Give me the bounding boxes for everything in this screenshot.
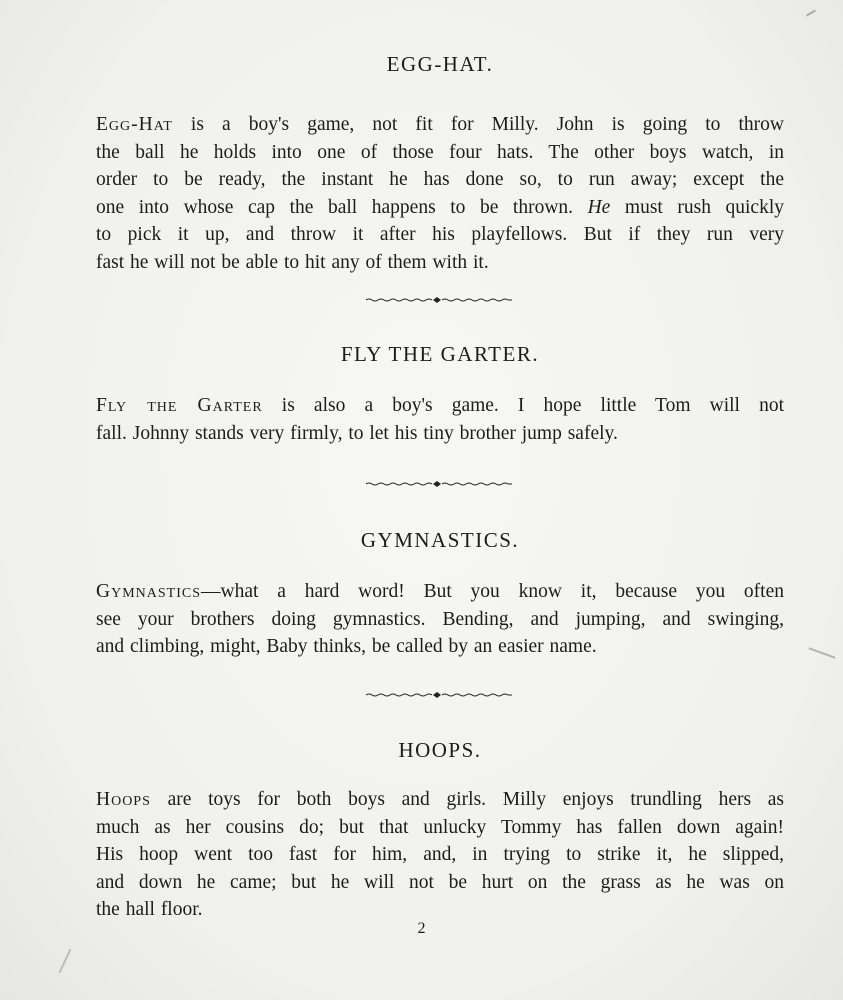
scan-mark xyxy=(806,10,816,17)
section-fly-the-garter xyxy=(96,340,784,447)
scan-mark xyxy=(59,949,72,973)
lead-words: Hoops xyxy=(96,789,151,810)
paragraph-line: and climbing, might, Baby thinks, be called by an easier name. xyxy=(96,636,597,657)
section-paragraph xyxy=(96,786,784,924)
paragraph-line: Hoops are toys for both boys and girls. Milly enjoys trundling hers as xyxy=(96,789,784,810)
paragraph-line: the hall floor. xyxy=(96,899,203,920)
divider-ornament xyxy=(364,294,514,306)
section-hoops xyxy=(96,736,784,924)
paragraph-line: to pick it up, and throw it after his playfellows. But if they run very xyxy=(96,224,784,245)
paragraph-line: much as her cousins do; but that unlucky Tommy has fallen down again! xyxy=(96,816,784,838)
paragraph-line: fall. Johnny stands very firmly, to let his tiny brother jump safely. xyxy=(96,422,618,444)
page-number: 2 xyxy=(417,920,426,937)
paragraph-line: Fly the Garter is also a boy's game. I hope little Tom will not xyxy=(96,395,784,416)
divider-ornament xyxy=(364,689,514,701)
section-gymnastics xyxy=(96,526,784,661)
lead-words: Gymnastics xyxy=(96,581,201,602)
scan-mark xyxy=(809,647,836,658)
paragraph-line: one into whose cap the ball happens to be thrown. He must rush quickly xyxy=(96,196,785,218)
paragraph-line: fast he will not be able to hit any of them with it. xyxy=(96,251,489,273)
paragraph-line: Egg-Hat is a boy's game, not fit for Milly. John is going to throw xyxy=(96,114,784,135)
paragraph-line: see your brothers doing gymnastics. Bending, and jumping, and swinging, xyxy=(96,608,784,630)
section-paragraph xyxy=(96,578,784,661)
section-paragraph xyxy=(96,392,784,447)
lead-words: Egg-Hat xyxy=(96,114,173,135)
section-paragraph xyxy=(96,111,784,276)
paragraph-line: order to be ready, the instant he has done so, to run away; except the xyxy=(96,169,784,190)
section-heading: FLY THE GARTER. xyxy=(340,342,540,366)
section-heading: EGG-HAT. xyxy=(386,52,494,76)
divider-ornament xyxy=(364,478,514,490)
paragraph-line: the ball he holds into one of those four hats. The other boys watch, in xyxy=(96,141,784,163)
section-heading: GYMNASTICS. xyxy=(360,528,520,552)
section-egg-hat xyxy=(96,50,784,276)
paragraph-line: and down he came; but he will not be hurt on the grass as he was on xyxy=(96,871,784,893)
paragraph-line: His hoop went too fast for him, and, in trying to strike it, he slipped, xyxy=(96,844,784,865)
section-heading: HOOPS. xyxy=(398,738,482,762)
emphasis-word: He xyxy=(587,196,611,218)
paragraph-line: Gymnastics—what a hard word! But you know it, because you often xyxy=(96,581,784,602)
lead-words: Fly the Garter xyxy=(96,395,263,416)
